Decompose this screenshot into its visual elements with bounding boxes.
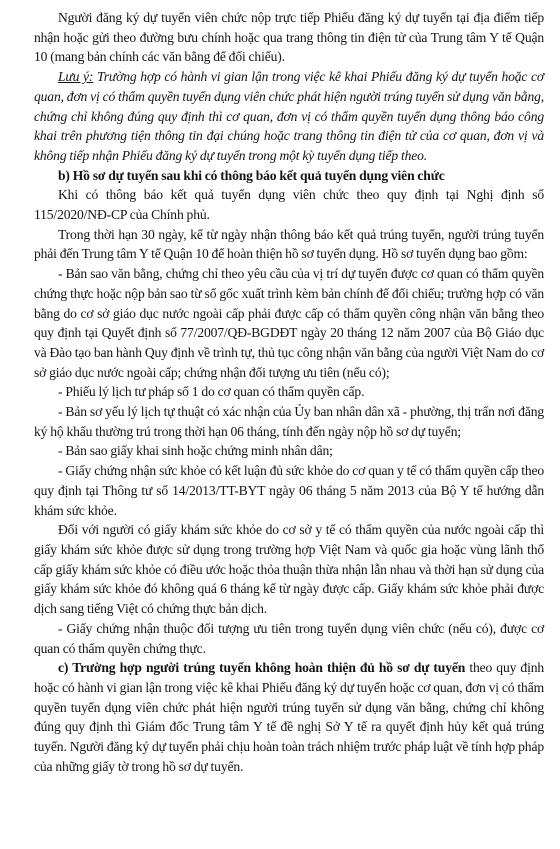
list-item-degree-copies: - Bản sao văn bằng, chứng chỉ theo yêu cầu của vị trí dự tuyển được cơ quan có thẩm quyền chứng thực hoặc nộp bản sao từ sổ gốc xuất trình kèm bản chính để đối chiếu; trường hợp có văn bằng do cơ sở giáo dục nước ngoài cấp phải được cấp có thẩm quyền công nhận văn bằng theo quy định tại Quyết định số 77/2007/QĐ-BGDĐT ngày 20 tháng 12 năm 2007 của Bộ Giáo dục và Đào tạo ban hành Quy định về trình tự, thủ tục công nhận văn bằng của người Việt Nam do cơ sở giáo dục nước ngoài cấp; chứng nhận đối tượng ưu tiên (nếu có); [34,266,544,380]
list-item-resume: - Bản sơ yếu lý lịch tự thuật có xác nhận của Ủy ban nhân dân xã - phường, thị trấn nơi đăng ký hộ khẩu thường trú trong thời hạn 06 tháng, tính đến ngày nộp hồ sơ dự tuyển; [34,404,544,439]
paragraph-submission: Người đăng ký dự tuyển viên chức nộp trực tiếp Phiếu đăng ký dự tuyển tại địa điểm tiếp nhận hoặc gửi theo đường bưu chính hoặc qua trang thông tin điện tử của Trung tâm Y tế Quận 10 (mang bản chính các văn bằng để đối chiếu). [34,10,544,65]
list-item-priority-certificate: - Giấy chứng nhận thuộc đối tượng ưu tiên trong tuyển dụng viên chức (nếu có), được cơ quan có thẩm quyền chứng thực. [34,620,544,656]
paragraph-foreign-health: Đối với người có giấy khám sức khỏe do cơ sở y tế có thẩm quyền của nước ngoài cấp thì giấy khám sức khỏe được sử dụng trong trường hợp Việt Nam và quốc gia hoặc vùng lãnh thổ cấp giấy khám sức khỏe có điều ước hoặc thỏa thuận thừa nhận lẫn nhau và thời hạn sử dụng của giấy khám sức khỏe đó không quá 6 tháng kể từ ngày được cấp. Giấy khám sức khỏe phải được dịch sang tiếng Việt có chứng thực bản dịch. [34,522,544,617]
paragraph-b2: Trong thời hạn 30 ngày, kể từ ngày nhận thông báo kết quả trúng tuyển, người trúng tuyển phải đến Trung tâm Y tế Quận 10 để hoàn thiện hồ sơ tuyển dụng. Hồ sơ tuyển dụng bao gồm: [34,226,544,262]
section-heading-c: c) Trường hợp người trúng tuyển không hoàn thiện đủ hồ sơ dự tuyển [58,660,466,676]
section-heading-b: b) Hồ sơ dự tuyển sau khi có thông báo kết quả tuyển dụng viên chức [58,167,445,183]
paragraph-b1: Khi có thông báo kết quả tuyển dụng viên chức theo quy định tại Nghị định số 115/2020/NĐ-CP của Chính phủ. [34,187,544,223]
paragraph-note [34,67,544,166]
list-item-birth-certificate: - Bản sao giấy khai sinh hoặc chứng minh nhân dân; [58,443,333,459]
paragraph-section-c [34,658,544,776]
section-c-text: theo quy định hoặc có hành vi gian lận trong việc kê khai Phiếu đăng ký dự tuyển hoặc cơ quan, đơn vị có thẩm quyền tuyển dụng viên chức phát hiện người trúng tuyển sử dụng văn bằng, chứng chỉ không đúng quy định thì Giám đốc Trung tâm Y tế đề nghị Sở Y tế ra quyết định hủy kết quả trúng tuyển. Người đăng ký dự tuyển phải chịu hoàn toàn trách nhiệm trước pháp luật về tính hợp pháp của những giấy tờ trong hồ sơ dự tuyển. [34,660,544,774]
document-page [34,8,544,776]
note-label: Lưu ý: [58,69,94,85]
note-text: Trường hợp có hành vi gian lận trong việc kê khai Phiếu đăng ký dự tuyển hoặc cơ quan, đơn vị có thẩm quyền tuyển dụng viên chức phát hiện người trúng tuyển sử dụng văn bằng, chứng chỉ không đúng quy định thì cơ quan, đơn vị có thẩm quyền tuyển dụng thông báo công khai trên phương tiện thông tin đại chúng hoặc trang thông tin điện tử của cơ quan, đơn vị và không tiếp nhận Phiếu đăng ký dự tuyển trong một kỳ tuyển dụng tiếp theo. [34,69,545,163]
list-item-health-certificate: - Giấy chứng nhận sức khỏe có kết luận đủ sức khỏe do cơ quan y tế có thẩm quyền cấp theo quy định tại Thông tư số 14/2013/TT-BYT ngày 06 tháng 5 năm 2013 của Bộ Y tế hướng dẫn khám sức khỏe. [34,463,544,518]
list-item-judicial-record: - Phiếu lý lịch tư pháp số 1 do cơ quan có thẩm quyền cấp. [58,384,365,400]
